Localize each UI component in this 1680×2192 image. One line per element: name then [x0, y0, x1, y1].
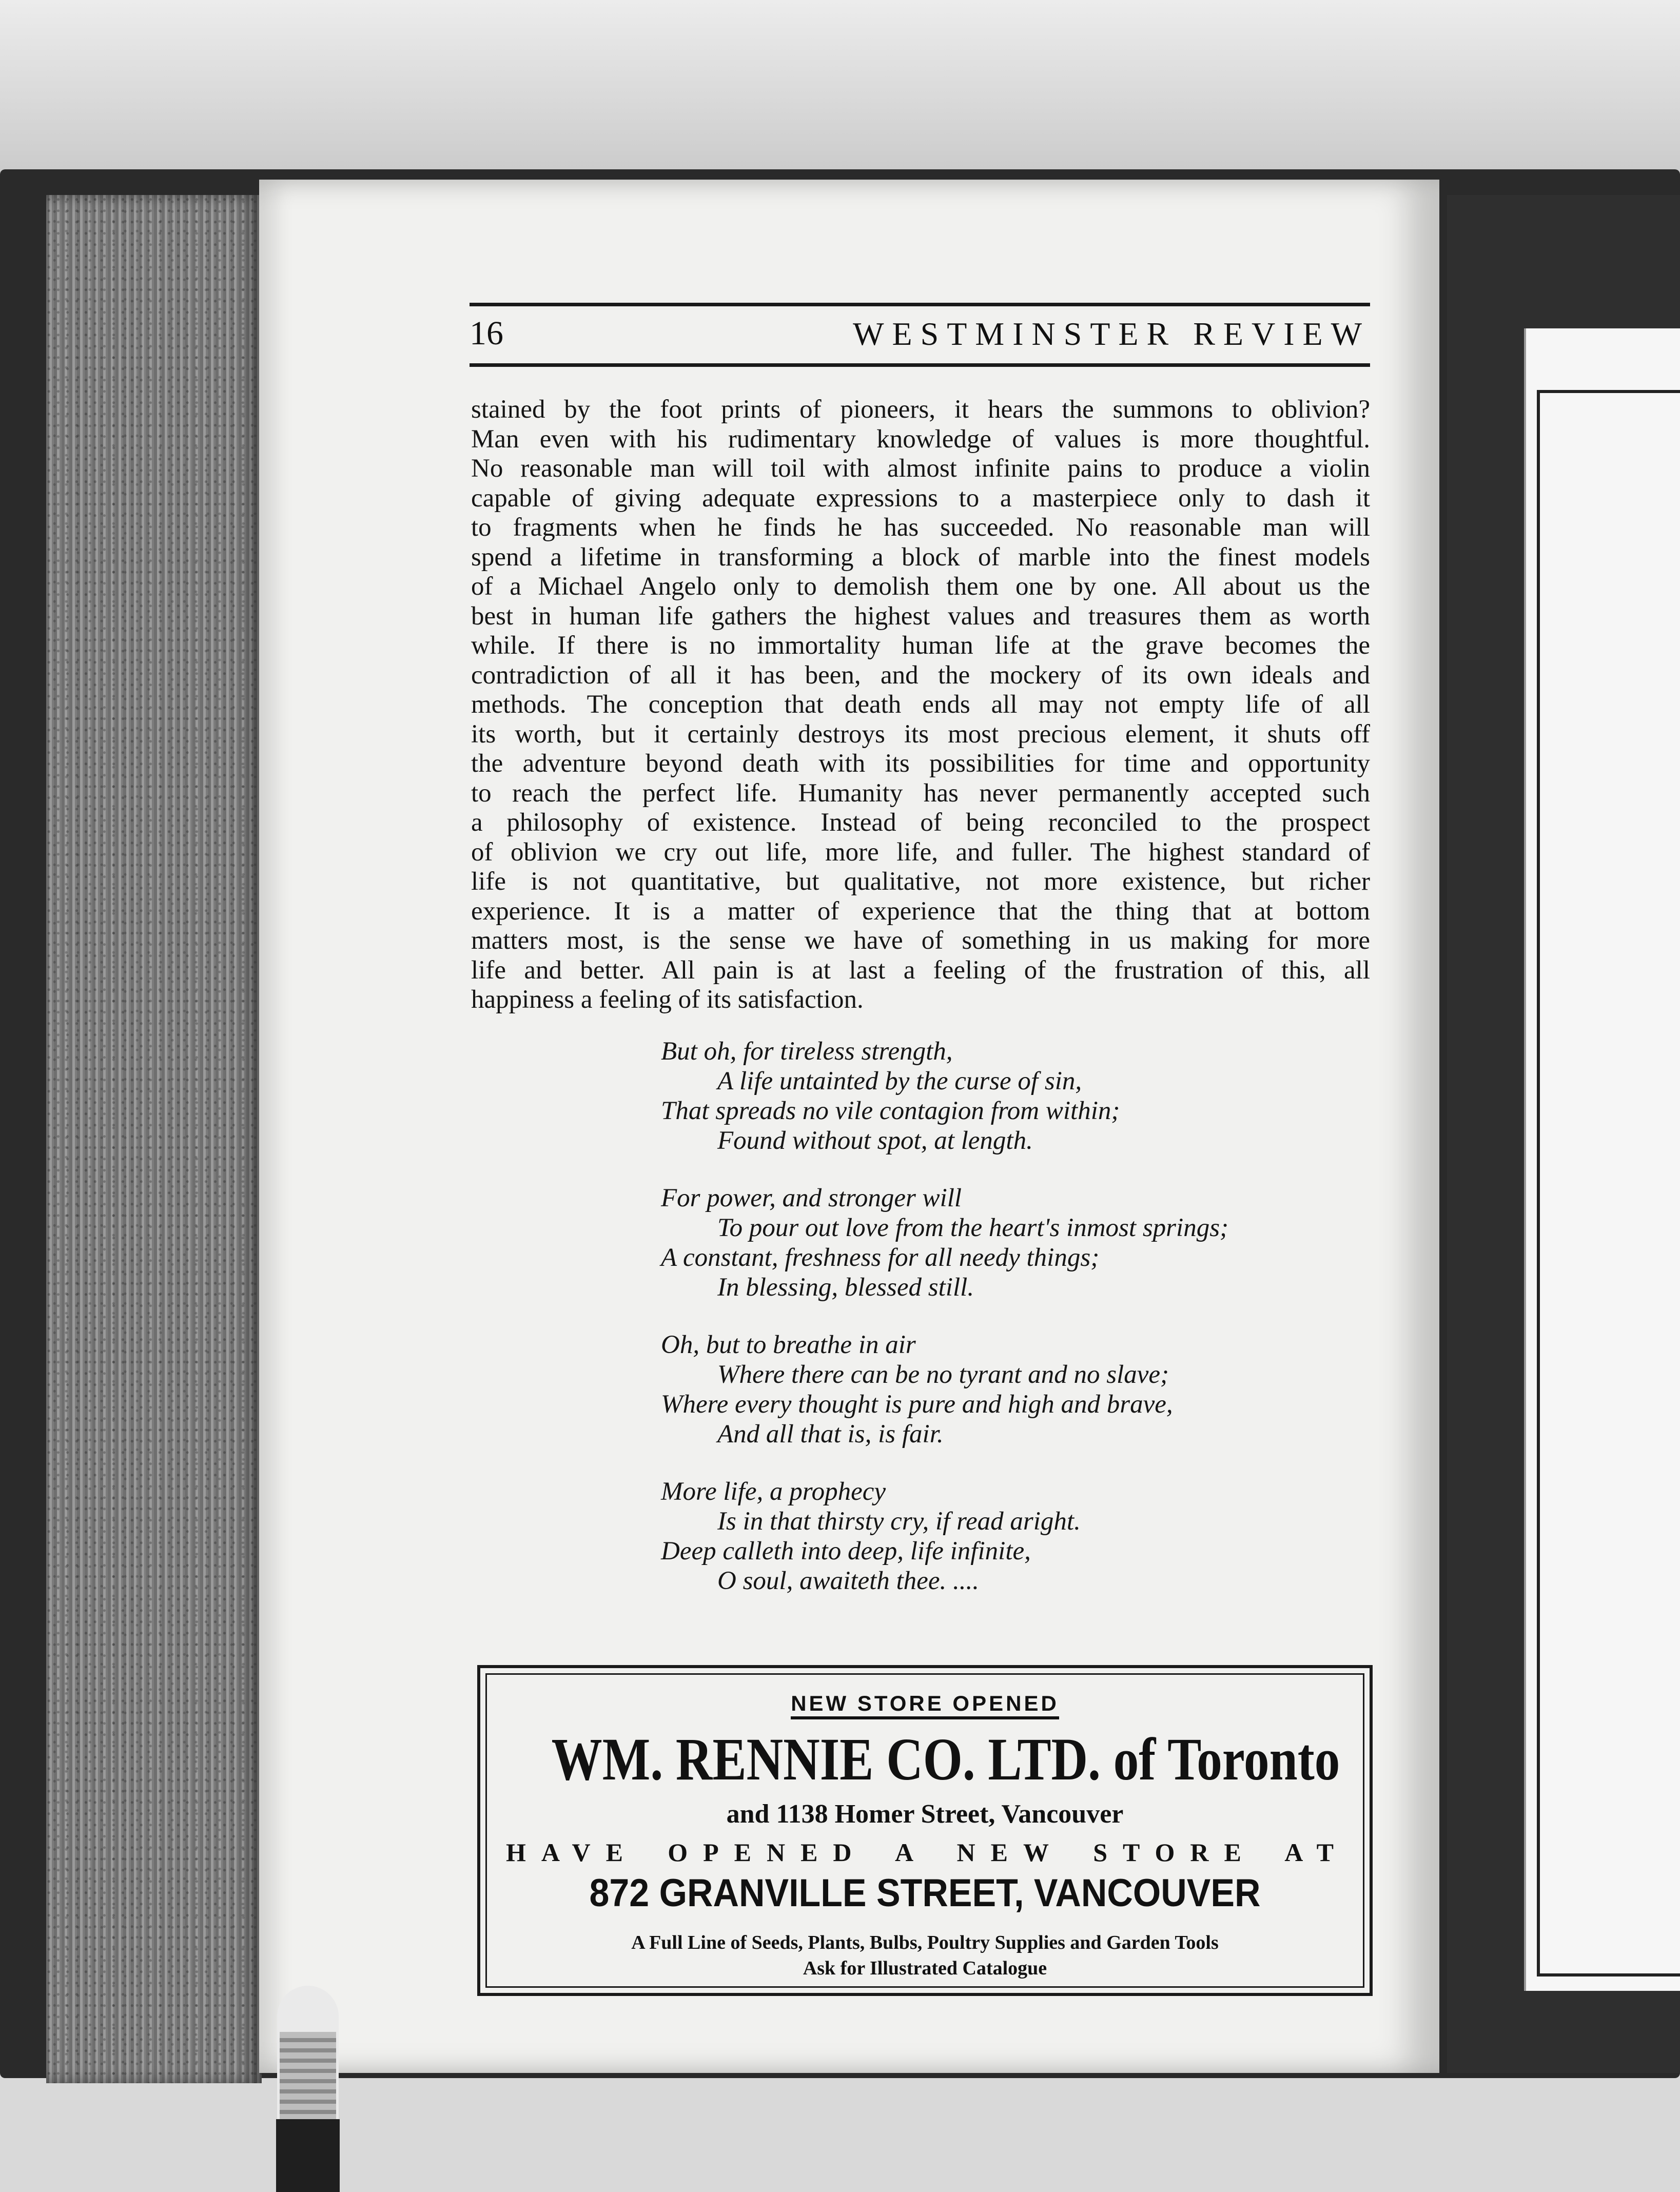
- body-line: while. If there is no immortality human life at the grave becomes the: [471, 631, 1370, 660]
- ad-announcement: HAVE OPENED A NEW STORE AT: [506, 1838, 1349, 1867]
- body-line: to reach the perfect life. Humanity has never permanently accepted such: [471, 778, 1370, 808]
- poem-line: Found without spot, at length.: [717, 1126, 1033, 1155]
- ad-kicker: [480, 1691, 1370, 1716]
- ad-details: [480, 1930, 1370, 1981]
- body-line: stained by the foot prints of pioneers, it hears the summons to oblivion?: [471, 395, 1370, 424]
- poem-stanza: [661, 1330, 1354, 1449]
- background: [0, 0, 1680, 185]
- poem-line: Where every thought is pure and high and brave,: [661, 1390, 1173, 1419]
- pencil-ferrule: [280, 2032, 336, 2119]
- pencil-body: [276, 2119, 340, 2192]
- body-line: of oblivion we cry out life, more life, and fuller. The highest standard of: [471, 837, 1370, 867]
- running-title: WESTMINSTER REVIEW: [853, 316, 1370, 352]
- poem-line: That spreads no vile contagion from within;: [661, 1097, 1120, 1125]
- poem-stanza: [661, 1183, 1354, 1302]
- body-line: to fragments when he finds he has succeeded. No reasonable man will: [471, 513, 1370, 542]
- body-line: spend a lifetime in transforming a block of marble into the finest models: [471, 542, 1370, 572]
- body-line: of a Michael Angelo only to demolish them one by one. All about us the: [471, 572, 1370, 601]
- page-header: [470, 303, 1370, 377]
- body-line: its worth, but it certainly destroys its most precious element, it shuts off: [471, 719, 1370, 749]
- poem-line: Oh, but to breathe in air: [661, 1330, 916, 1359]
- poem-stanza: [661, 1477, 1354, 1596]
- body-line: contradiction of all it has been, and the mockery of its own ideals and: [471, 660, 1370, 690]
- poem-line: More life, a prophecy: [661, 1477, 886, 1506]
- poem-line: But oh, for tireless strength,: [661, 1037, 953, 1066]
- body-line: the adventure beyond death with its possibilities for time and opportunity: [471, 749, 1370, 778]
- poem-line: In blessing, blessed still.: [717, 1273, 974, 1302]
- poem-line: A constant, freshness for all needy things;: [661, 1243, 1100, 1272]
- poem-line: Where there can be no tyrant and no slave;: [717, 1360, 1169, 1389]
- poem-line: Is in that thirsty cry, if read aright.: [717, 1507, 1081, 1536]
- body-line: capable of giving adequate expressions to a masterpiece only to dash it: [471, 483, 1370, 513]
- body-line: experience. It is a matter of experience that the thing that at bottom: [471, 896, 1370, 926]
- body-line: happiness a feeling of its satisfaction.: [471, 985, 864, 1014]
- advertisement-box: [477, 1665, 1373, 1996]
- adjacent-page-frame: [1537, 390, 1680, 1976]
- poem-line: A life untainted by the curse of sin,: [717, 1067, 1082, 1095]
- ad-kicker-text: NEW STORE OPENED: [791, 1691, 1059, 1719]
- poem-line: To pour out love from the heart's inmost springs;: [717, 1214, 1229, 1242]
- body-paragraph: [471, 395, 1370, 1015]
- body-line: No reasonable man will toil with almost infinite pains to produce a violin: [471, 454, 1370, 483]
- body-line: life and better. All pain is at last a feeling of the frustration of this, all: [471, 955, 1370, 985]
- header-rule-top: [470, 303, 1370, 306]
- body-line: matters most, is the sense we have of something in us making for more: [471, 926, 1370, 955]
- ad-detail-line: A Full Line of Seeds, Plants, Bulbs, Poultry Supplies and Garden Tools: [631, 1932, 1219, 1953]
- page-edges: [46, 195, 262, 2083]
- ad-detail-line: Ask for Illustrated Catalogue: [803, 1958, 1047, 1979]
- poem-line: For power, and stronger will: [661, 1184, 962, 1212]
- body-line: a philosophy of existence. Instead of being reconciled to the prospect: [471, 808, 1370, 837]
- body-line: Man even with his rudimentary knowledge of values is more thoughtful.: [471, 424, 1370, 454]
- body-line: methods. The conception that death ends all may not empty life of all: [471, 690, 1370, 719]
- poem: [661, 1036, 1354, 1623]
- poem-line: Deep calleth into deep, life infinite,: [661, 1537, 1031, 1565]
- ad-address: and 1138 Homer Street, Vancouver: [726, 1799, 1124, 1829]
- poem-line: O soul, awaiteth thee. ....: [717, 1567, 979, 1595]
- ad-company-name: WM. RENNIE CO. LTD. of Toronto: [551, 1726, 1340, 1793]
- poem-stanza: [661, 1036, 1354, 1156]
- body-line: best in human life gathers the highest values and treasures them as worth: [471, 601, 1370, 631]
- header-rule-bottom: [470, 363, 1370, 367]
- page-number: 16: [470, 315, 503, 352]
- ad-street: 872 GRANVILLE STREET, VANCOUVER: [589, 1871, 1261, 1915]
- body-line: life is not quantitative, but qualitative, not more existence, but richer: [471, 867, 1370, 896]
- poem-line: And all that is, is fair.: [717, 1420, 944, 1449]
